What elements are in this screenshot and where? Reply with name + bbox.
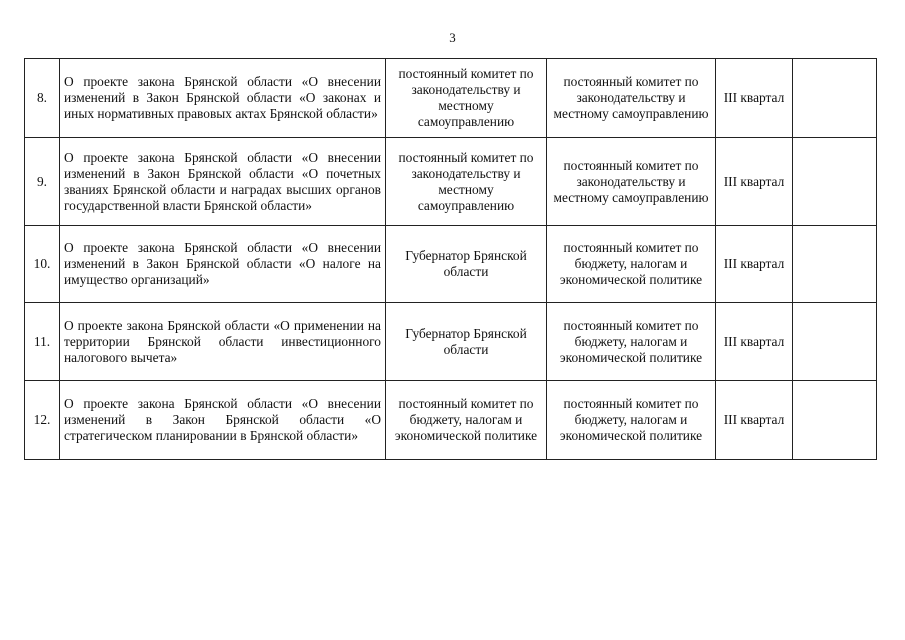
bill-title: О проекте закона Брянской области «О внесении изменений в Закон Брянской области «О налоге на имущество организаций» [60,226,386,303]
row-number: 8. [25,59,60,138]
note-cell [793,381,877,460]
note-cell [793,59,877,138]
row-number: 12. [25,381,60,460]
table-row [25,138,877,226]
bill-title: О проекте закона Брянской области «О внесении изменений в Закон Брянской области «О почетных званиях Брянской области и наградах высших органов государственной власти Брянской области» [60,138,386,226]
responsible-committee: постоянный комитет по законодательству и местному самоуправлению [547,138,716,226]
note-cell [793,138,877,226]
term-quarter: III квартал [716,59,793,138]
row-number: 10. [25,226,60,303]
responsible-committee: постоянный комитет по бюджету, налогам и экономической политике [547,226,716,303]
page-number: 3 [449,30,456,45]
term-quarter: III квартал [716,381,793,460]
term-quarter: III квартал [716,226,793,303]
table-row [25,226,877,303]
legislative-plan-table [24,58,877,460]
responsible-committee: постоянный комитет по законодательству и местному самоуправлению [547,59,716,138]
responsible-committee: постоянный комитет по бюджету, налогам и экономической политике [547,381,716,460]
bill-initiator: постоянный комитет по бюджету, налогам и экономической политике [386,381,547,460]
table-row [25,59,877,138]
row-number: 9. [25,138,60,226]
bill-initiator: Губернатор Брянской области [386,226,547,303]
row-number: 11. [25,303,60,381]
bill-title: О проекте закона Брянской области «О внесении изменений в Закон Брянской области «О стратегическом планировании в Брянской области» [60,381,386,460]
bill-title: О проекте закона Брянской области «О применении на территории Брянской области инвестиционного налогового вычета» [60,303,386,381]
note-cell [793,303,877,381]
responsible-committee: постоянный комитет по бюджету, налогам и экономической политике [547,303,716,381]
term-quarter: III квартал [716,138,793,226]
bill-initiator: постоянный комитет по законодательству и местному самоуправлению [386,59,547,138]
bill-title: О проекте закона Брянской области «О внесении изменений в Закон Брянской области «О законах и иных нормативных правовых актах Брянской области» [60,59,386,138]
bill-initiator: Губернатор Брянской области [386,303,547,381]
table-row [25,381,877,460]
note-cell [793,226,877,303]
term-quarter: III квартал [716,303,793,381]
bill-initiator: постоянный комитет по законодательству и местному самоуправлению [386,138,547,226]
table-row [25,303,877,381]
